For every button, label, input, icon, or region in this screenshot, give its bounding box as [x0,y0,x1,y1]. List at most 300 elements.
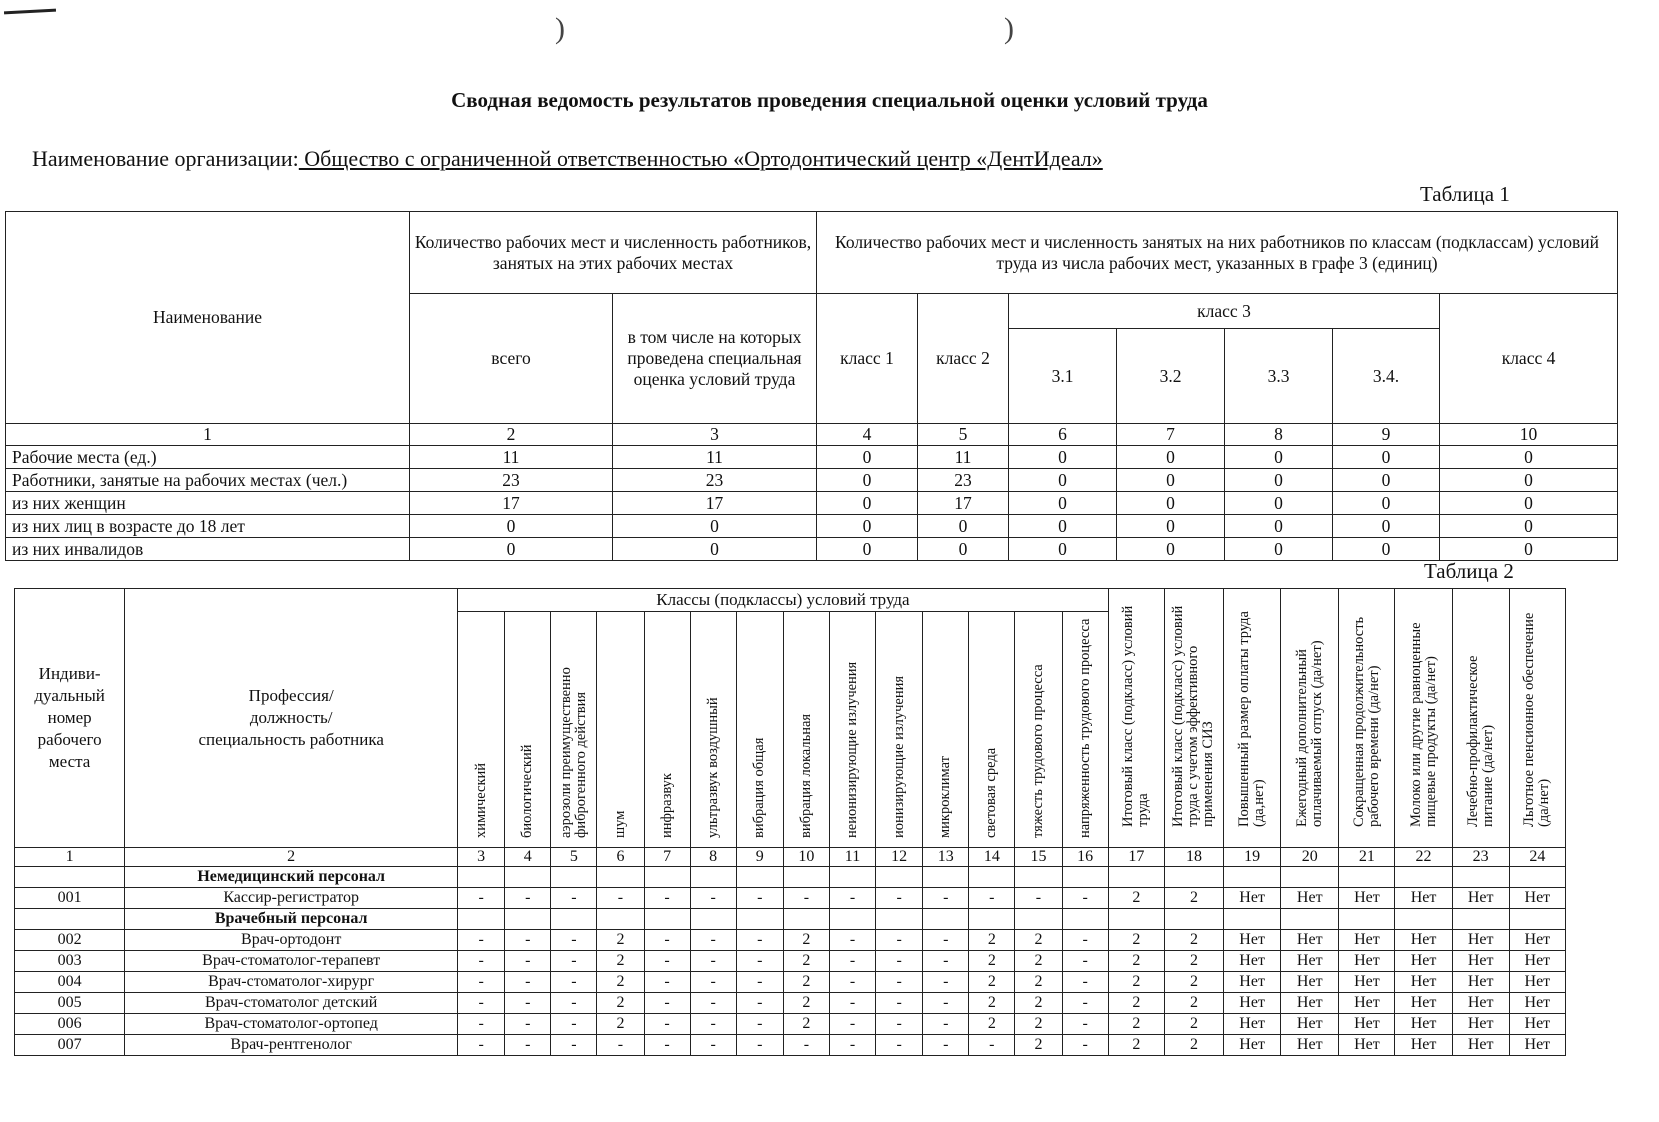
t2-empty-cell [505,909,551,930]
t2-row [15,867,1566,888]
t2-cell: - [923,1014,969,1035]
t2-factor-label: ионизирующие излучения [890,675,907,838]
t2-col-number: 11 [829,848,875,867]
t2-empty-cell [644,867,690,888]
t2-cell: - [690,1014,736,1035]
t2-row [15,1014,1566,1035]
t2-cell: Нет [1452,930,1509,951]
t1-cell: 0 [1333,469,1440,492]
t2-factor-label: световая среда [983,747,1000,838]
t2-cell: Нет [1395,951,1452,972]
t2-cell: 2 [1164,972,1223,993]
t2-header-result-7 [1452,589,1509,848]
t1-row-name: Рабочие места (ед.) [6,446,410,469]
t2-cell: - [458,1035,505,1056]
t2-factor-label: биологический [519,744,536,838]
t1-col-number: 10 [1440,424,1618,446]
t2-cell: - [923,972,969,993]
t2-empty-cell [1509,867,1565,888]
t2-empty-cell [736,909,783,930]
t2-empty-cell [1281,909,1339,930]
t2-empty-cell [1062,909,1108,930]
t1-col-number: 5 [918,424,1009,446]
t2-cell: 2 [1164,993,1223,1014]
t2-cell: Нет [1509,951,1565,972]
t2-cell: - [644,951,690,972]
t2-header-result-6-text: Молоко или другие равноценные пищевые продукты (да/нет) [1407,621,1439,827]
t2-cell: - [783,1035,829,1056]
t2-cell: Нет [1452,1014,1509,1035]
t2-row-name: Кассир-регистратор [125,888,458,909]
t2-cell: Нет [1281,930,1339,951]
t2-col-number: 12 [876,848,923,867]
t1-cell: 0 [1009,492,1117,515]
t2-cell: Нет [1281,1014,1339,1035]
t2-empty-cell [1164,909,1223,930]
t2-row-id: 005 [15,993,125,1014]
t2-cell: 2 [1108,951,1164,972]
t2-row-name: Врач-ортодонт [125,930,458,951]
t2-factor-header [736,612,783,848]
t2-header-result-3-text: Повышенный размер оплаты труда (да,нет) [1236,610,1268,827]
t2-cell: - [551,993,597,1014]
t2-cell: - [876,930,923,951]
t2-cell: - [644,993,690,1014]
t2-empty-cell [1062,867,1108,888]
t1-cell: 0 [1117,469,1225,492]
t2-col-number: 6 [597,848,644,867]
t1-col-number: 2 [410,424,613,446]
t2-empty-cell [923,867,969,888]
t2-header-result-4 [1281,589,1339,848]
t2-empty-cell [923,909,969,930]
t2-cell: Нет [1509,1035,1565,1056]
t2-empty-cell [829,909,875,930]
t2-factor-header [783,612,829,848]
t2-col-number: 23 [1452,848,1509,867]
t2-cell: - [1062,972,1108,993]
t2-section-title: Врачебный персонал [125,909,458,930]
page-title: Сводная ведомость результатов проведения специальной оценки условий труда [451,88,1208,112]
table2-caption: Таблица 2 [1424,559,1514,583]
t2-cell: Нет [1224,1035,1281,1056]
t2-empty-cell [597,909,644,930]
t2-col-number: 7 [644,848,690,867]
t1-row-name: Работники, занятые на рабочих местах (чел.) [6,469,410,492]
t1-cell: 0 [1117,492,1225,515]
t2-cell: Нет [1452,972,1509,993]
t2-factor-label: микроклимат [937,756,954,838]
t2-cell: Нет [1339,930,1395,951]
scan-bracket-mark: ) [555,12,565,45]
t2-cell: - [458,972,505,993]
t2-cell: - [876,972,923,993]
t2-factor-label: ультразвук воздушный [704,697,721,838]
t1-cell: 0 [1117,538,1225,561]
t1-header-total: всего [410,294,613,424]
t1-cell: 0 [410,538,613,561]
t2-cell: - [829,951,875,972]
t2-cell: Нет [1452,951,1509,972]
t2-cell: 2 [783,951,829,972]
t2-cell: 2 [1108,888,1164,909]
t1-cell: 11 [613,446,817,469]
t2-col-number: 19 [1224,848,1281,867]
t2-cell: - [829,1014,875,1035]
t2-cell: - [829,993,875,1014]
t2-section-title: Немедицинский персонал [125,867,458,888]
t2-col-number: 16 [1062,848,1108,867]
t1-row [6,515,1618,538]
t2-cell: - [1015,888,1062,909]
t1-col-number: 8 [1225,424,1333,446]
t2-cell: - [551,1014,597,1035]
t2-empty-cell [1452,909,1509,930]
t2-cell: - [1062,1014,1108,1035]
t1-cell: 0 [817,492,918,515]
t2-cell: - [458,951,505,972]
t2-row-name: Врач-стоматолог-терапевт [125,951,458,972]
workplace-table [14,588,1566,1056]
t2-empty-cell [1452,867,1509,888]
t2-cell: Нет [1339,888,1395,909]
t1-cell: 0 [1440,515,1618,538]
t2-factor-label: вибрация общая [751,737,768,838]
t2-empty-cell [969,909,1015,930]
t2-cell: - [969,888,1015,909]
t2-cell: - [829,1035,875,1056]
t1-cell: 0 [1333,446,1440,469]
t2-cell: Нет [1395,888,1452,909]
t2-empty-cell [1108,909,1164,930]
t2-cell: - [923,930,969,951]
t1-row-name: из них женщин [6,492,410,515]
t2-col-number: 4 [505,848,551,867]
t1-cell: 0 [1009,515,1117,538]
t1-header-class4: класс 4 [1440,294,1618,424]
t2-cell: Нет [1224,1014,1281,1035]
t2-cell: - [736,930,783,951]
t2-cell: - [736,888,783,909]
t2-cell: - [690,972,736,993]
t2-cell: 2 [1015,930,1062,951]
t1-header-count-group: Количество рабочих мест и численность работников, занятых на этих рабочих местах [410,212,817,294]
t2-empty-cell [876,909,923,930]
t1-body [6,424,1618,561]
t2-cell: 2 [1164,951,1223,972]
t1-col-number: 7 [1117,424,1225,446]
t2-cell: 2 [597,972,644,993]
t2-cell: Нет [1395,993,1452,1014]
t2-empty-cell [829,867,875,888]
organization-line [32,146,1103,172]
t1-number-row [6,424,1618,446]
t2-cell: Нет [1452,993,1509,1014]
t2-cell: 2 [1108,1014,1164,1035]
t2-row-name: Врач-рентгенолог [125,1035,458,1056]
t2-cell: 2 [1164,1014,1223,1035]
t2-empty-cell [1108,867,1164,888]
t2-row-id: 006 [15,1014,125,1035]
t1-cell: 0 [1009,538,1117,561]
t2-cell: - [690,930,736,951]
t1-cell: 0 [1225,469,1333,492]
t2-cell: 2 [1108,972,1164,993]
t2-cell: - [551,1035,597,1056]
t2-cell: 2 [783,972,829,993]
t1-row [6,492,1618,515]
t2-number-row [15,848,1566,867]
t2-cell: - [458,993,505,1014]
t2-empty-cell [783,867,829,888]
t1-cell: 0 [1225,538,1333,561]
t2-header-result-4-text: Ежегодный дополнительный оплачиваемый отпуск (да/нет) [1293,639,1325,827]
t1-cell: 0 [1440,538,1618,561]
t1-cell: 0 [1225,515,1333,538]
t2-row [15,888,1566,909]
t2-cell: Нет [1395,1014,1452,1035]
t2-cell: - [505,930,551,951]
t2-col-number: 15 [1015,848,1062,867]
t2-factor-header [1062,612,1108,848]
t2-factor-header [1015,612,1062,848]
t2-empty-cell [1015,909,1062,930]
t2-empty-cell [1015,867,1062,888]
t2-cell: Нет [1281,972,1339,993]
t1-cell: 0 [1333,515,1440,538]
t1-header-assessed: в том числе на которых проведена специальная оценка условий труда [613,294,817,424]
t2-cell: - [1062,930,1108,951]
t1-cell: 0 [1333,538,1440,561]
t2-row-id: 001 [15,888,125,909]
t2-cell: Нет [1339,972,1395,993]
t2-cell: Нет [1509,993,1565,1014]
t2-cell: - [551,888,597,909]
t2-cell: - [736,993,783,1014]
t2-cell: 2 [597,951,644,972]
t2-empty-cell [690,867,736,888]
t2-cell: 2 [969,993,1015,1014]
t2-header-result-1 [1108,589,1164,848]
t2-empty-cell [1395,867,1452,888]
t1-header-name: Наименование [6,212,410,424]
scan-mark-line [4,9,56,15]
t2-cell: - [736,972,783,993]
t2-factor-header [505,612,551,848]
t2-empty-cell [505,867,551,888]
t2-col-number: 9 [736,848,783,867]
t2-row [15,972,1566,993]
t1-cell: 23 [410,469,613,492]
t1-cell: 0 [817,538,918,561]
t2-row-name: Врач-стоматолог детский [125,993,458,1014]
t2-header-classes: Классы (подклассы) условий труда [458,589,1109,612]
t1-col-number: 3 [613,424,817,446]
t2-cell: Нет [1395,930,1452,951]
t2-col-number: 17 [1108,848,1164,867]
t2-cell: - [644,1035,690,1056]
t1-cell: 0 [1225,446,1333,469]
t2-cell: - [551,951,597,972]
t2-cell: - [551,930,597,951]
t2-factor-label: аэрозоли преимущественно фиброгенного действия [557,667,589,838]
t2-col-number: 13 [923,848,969,867]
t2-cell: - [923,888,969,909]
t1-cell: 0 [817,446,918,469]
t2-cell: - [644,888,690,909]
t2-cell: Нет [1395,1035,1452,1056]
t2-cell: Нет [1509,972,1565,993]
t1-cell: 23 [613,469,817,492]
t2-cell: - [458,1014,505,1035]
t2-cell: - [505,1035,551,1056]
t2-header-result-7-text: Лечебно-профилактическое питание (да/нет) [1464,655,1496,827]
t2-row-id: 007 [15,1035,125,1056]
t2-empty-cell [1224,909,1281,930]
t2-col-number: 10 [783,848,829,867]
t1-cell: 0 [1440,446,1618,469]
t2-cell: - [1062,888,1108,909]
t2-cell: - [829,972,875,993]
t2-empty-cell [690,909,736,930]
t2-cell: - [644,1014,690,1035]
t2-cell: 2 [783,993,829,1014]
t2-empty-cell [1339,909,1395,930]
t2-cell: Нет [1281,993,1339,1014]
t1-col-number: 1 [6,424,410,446]
t2-empty-cell [458,909,505,930]
t1-cell: 0 [817,515,918,538]
t1-header-classes-group: Количество рабочих мест и численность занятых на них работников по классам (подклассам) условий труда из числа рабочих мест, указанных в графе 3 (единиц) [817,212,1618,294]
t2-header-result-2 [1164,589,1223,848]
t2-empty-cell [1281,867,1339,888]
t2-cell: - [551,972,597,993]
t2-factor-header [551,612,597,848]
t2-cell: - [690,888,736,909]
t2-empty-cell [876,867,923,888]
t1-cell: 0 [1009,469,1117,492]
t2-cell: - [505,951,551,972]
t2-cell: - [690,993,736,1014]
t2-cell: - [597,888,644,909]
t2-cell: Нет [1224,888,1281,909]
t2-cell: Нет [1224,951,1281,972]
t2-factor-label: вибрация локальная [797,713,814,838]
t2-header-result-8-text: Льготное пенсионное обеспечение (да/нет) [1521,612,1553,827]
t2-cell: - [736,1035,783,1056]
scan-bracket-mark: ) [1004,12,1014,45]
t2-cell: 2 [1108,1035,1164,1056]
t2-col-number: 2 [125,848,458,867]
t2-cell: 2 [969,972,1015,993]
t1-col-number: 4 [817,424,918,446]
t1-cell: 11 [410,446,613,469]
t2-cell: - [458,930,505,951]
t2-header-profession: Профессия/ должность/ специальность работника [125,589,458,848]
t2-empty-cell [551,909,597,930]
t2-empty-cell [1164,867,1223,888]
t1-cell: 17 [410,492,613,515]
t2-row-id: 003 [15,951,125,972]
t2-empty-cell [969,867,1015,888]
t1-cell: 11 [918,446,1009,469]
t2-factor-label: шум [611,810,628,838]
t2-cell: Нет [1339,993,1395,1014]
t1-cell: 0 [1009,446,1117,469]
t2-cell: - [923,1035,969,1056]
t1-header-c32: 3.2 [1117,329,1225,424]
t2-cell: 2 [1164,930,1223,951]
t2-factor-label: химический [472,762,489,838]
t2-factor-header [876,612,923,848]
t2-cell: - [829,930,875,951]
t1-header-class2: класс 2 [918,294,1009,424]
t2-col-number: 5 [551,848,597,867]
t1-row [6,446,1618,469]
t2-cell: 2 [1015,951,1062,972]
t2-empty-cell [783,909,829,930]
t1-cell: 0 [1440,492,1618,515]
t2-cell: Нет [1509,888,1565,909]
t2-cell: - [505,993,551,1014]
t2-col-number: 22 [1395,848,1452,867]
t2-cell: - [876,1035,923,1056]
t2-cell: - [1062,951,1108,972]
t1-cell: 0 [1225,492,1333,515]
t2-cell: - [876,993,923,1014]
t2-cell: - [736,951,783,972]
t1-col-number: 6 [1009,424,1117,446]
t2-cell: - [829,888,875,909]
t2-cell: 2 [597,993,644,1014]
t2-cell: Нет [1339,1035,1395,1056]
t2-row [15,930,1566,951]
t2-factor-label: напряженность трудового процесса [1076,618,1093,838]
t2-factor-label: инфразвук [658,773,675,838]
t2-header-result-3 [1224,589,1281,848]
t2-section-id [15,909,125,930]
t2-empty-cell [644,909,690,930]
t2-empty-cell [1509,909,1565,930]
t2-cell: - [736,1014,783,1035]
t2-cell: Нет [1281,888,1339,909]
t2-row [15,993,1566,1014]
t2-cell: 2 [1164,1035,1223,1056]
t2-cell: Нет [1452,888,1509,909]
t1-cell: 0 [410,515,613,538]
t2-cell: Нет [1339,1014,1395,1035]
t2-cell: - [690,1035,736,1056]
organization-label: Наименование организации: [32,146,299,171]
t2-cell: - [876,888,923,909]
t1-header-c31: 3.1 [1009,329,1117,424]
t2-cell: Нет [1452,1035,1509,1056]
t1-cell: 0 [1440,469,1618,492]
t2-cell: 2 [1015,972,1062,993]
t1-row [6,538,1618,561]
t2-header-result-1-text: Итоговый класс (подкласс) условий труда [1120,605,1152,827]
t2-factor-header [597,612,644,848]
t2-cell: 2 [783,930,829,951]
t2-row [15,1035,1566,1056]
t2-cell: 2 [969,951,1015,972]
organization-name: Общество с ограниченной ответственностью «Ортодонтический центр «ДентИдеал» [298,146,1103,171]
t1-header-c34: 3.4. [1333,329,1440,424]
t2-header-result-5 [1339,589,1395,848]
t2-empty-cell [597,867,644,888]
t2-body [15,848,1566,1056]
t1-cell: 0 [613,538,817,561]
